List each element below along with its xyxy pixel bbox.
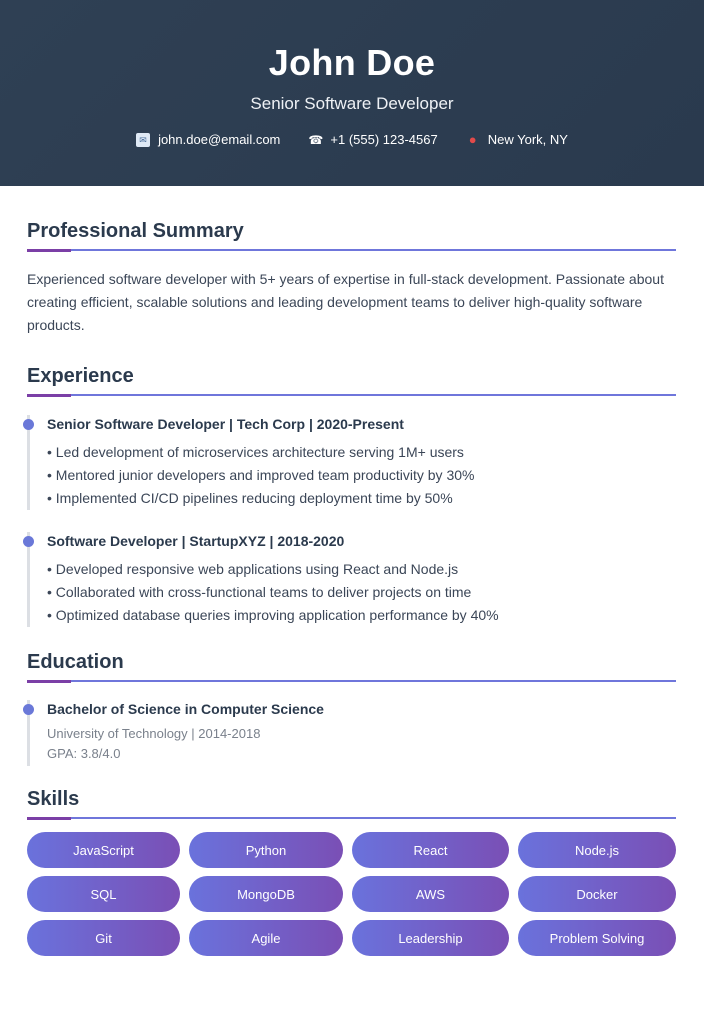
skill-tag: MongoDB: [189, 876, 343, 912]
email-text: john.doe@email.com: [158, 132, 281, 147]
skill-tag: Node.js: [518, 832, 676, 868]
section-divider: [27, 249, 676, 252]
job-bullets: [47, 558, 676, 627]
section-title-experience: Experience: [27, 365, 134, 387]
skills-grid: [27, 832, 676, 956]
contact-location: [466, 132, 568, 147]
location-text: New York, NY: [487, 132, 568, 147]
list-item: • Implemented CI/CD pipelines reducing deployment time by 50%: [47, 487, 676, 510]
skill-tag: Python: [189, 832, 343, 868]
candidate-name: John Doe: [268, 42, 436, 83]
phone-text: +1 (555) 123-4567: [330, 132, 438, 147]
education-timeline: [27, 700, 676, 766]
section-divider: [27, 680, 676, 683]
list-item: • Collaborated with cross-functional teams to deliver projects on time: [47, 581, 676, 604]
job-title-line: Senior Software Developer | Tech Corp | 2020-Present: [47, 416, 404, 432]
job-entry: [27, 532, 676, 627]
summary-section: [27, 220, 676, 337]
skill-tag: Problem Solving: [518, 920, 676, 956]
list-item: • Optimized database queries improving application performance by 40%: [47, 604, 676, 627]
timeline-dot: [23, 704, 34, 715]
timeline-dot: [23, 536, 34, 547]
contact-email[interactable]: [136, 132, 280, 147]
experience-section: [27, 365, 676, 627]
phone-icon: ☎: [308, 132, 324, 147]
summary-text: Experienced software developer with 5+ years of expertise in full-stack development. Passionate about creating efficient, scalable solutions and leading development teams to deliver high-quality software products.: [27, 271, 664, 333]
degree-title: Bachelor of Science in Computer Science: [47, 701, 324, 717]
resume-body: [0, 220, 704, 956]
section-title-summary: Professional Summary: [27, 220, 244, 242]
list-item: • Developed responsive web applications using React and Node.js: [47, 558, 676, 581]
school-info: University of Technology | 2014-2018: [47, 726, 261, 741]
gpa-info: GPA: 3.8/4.0: [47, 746, 121, 761]
job-entry: [27, 415, 676, 510]
skill-tag: Docker: [518, 876, 676, 912]
contact-phone[interactable]: [308, 132, 437, 147]
skills-section: [27, 788, 676, 956]
skill-tag: Git: [27, 920, 180, 956]
skill-tag: React: [352, 832, 509, 868]
skill-tag: JavaScript: [27, 832, 180, 868]
education-section: [27, 651, 676, 766]
contact-info: [0, 132, 704, 147]
section-divider: [27, 817, 676, 820]
email-icon: ✉: [136, 133, 150, 147]
section-title-skills: Skills: [27, 788, 80, 810]
skill-tag: SQL: [27, 876, 180, 912]
resume-header: [0, 0, 704, 186]
job-title: Senior Software Developer: [250, 94, 454, 113]
list-item: • Led development of microservices architecture serving 1M+ users: [47, 441, 676, 464]
job-bullets: [47, 441, 676, 510]
section-divider: [27, 394, 676, 397]
education-entry: [27, 700, 676, 766]
experience-timeline: [27, 415, 676, 627]
location-pin-icon: ●: [468, 131, 477, 147]
skill-tag: AWS: [352, 876, 509, 912]
list-item: • Mentored junior developers and improved team productivity by 30%: [47, 464, 676, 487]
skill-tag: Agile: [189, 920, 343, 956]
job-title-line: Software Developer | StartupXYZ | 2018-2020: [47, 533, 345, 549]
skill-tag: Leadership: [352, 920, 509, 956]
timeline-dot: [23, 419, 34, 430]
section-title-education: Education: [27, 651, 124, 673]
